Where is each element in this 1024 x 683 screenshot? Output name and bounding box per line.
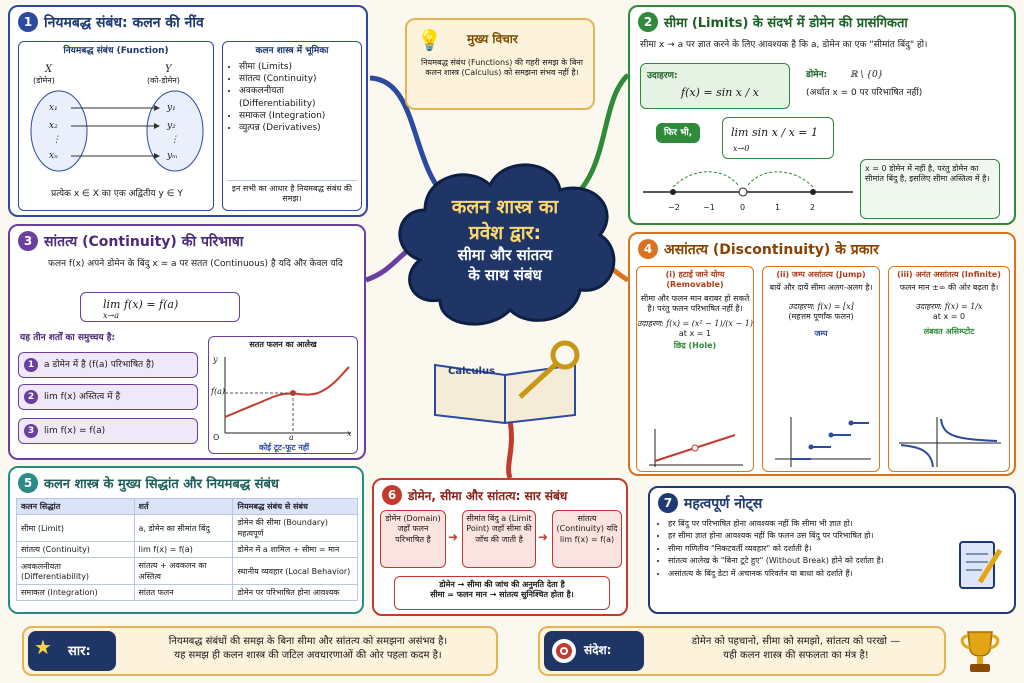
summary-line2: यह समझ ही कलन शास्त्र की जटिल अवधारणाओं की ओर पहला कदम है। bbox=[174, 649, 442, 661]
star-icon: ★ bbox=[34, 635, 52, 659]
panel-1-header bbox=[10, 7, 366, 37]
panel-3-header bbox=[10, 226, 364, 256]
summary-bar bbox=[22, 626, 498, 676]
graph-fa-label: f(a) bbox=[211, 387, 225, 396]
continuity-main-sub: x→a bbox=[103, 311, 119, 320]
infinite-card bbox=[888, 266, 1010, 472]
panel-1-number: 1 bbox=[18, 12, 38, 32]
tick-label: 0 bbox=[740, 203, 746, 212]
table-row bbox=[17, 515, 358, 542]
message-line2: यही कलन शास्त्र की सफलता का मंत्र है! bbox=[723, 649, 869, 661]
limit-expr: lim sin x / x = 1 bbox=[731, 126, 819, 139]
note-item: • सांतत्य आलेख के "बिना टूटे हुए" (Without Break) होने को दर्शाता है। bbox=[668, 555, 946, 567]
role-item: • अवकलनीयता (Differentiability) bbox=[239, 85, 361, 109]
continuity-graph-title: सतत फलन का आलेख bbox=[249, 340, 317, 349]
role-item: • सीमा (Limits) bbox=[239, 61, 361, 73]
condition-text: a डोमेन में है (f(a) परिभाषित है) bbox=[44, 360, 155, 370]
panel-2-title: सीमा (Limits) के संदर्भ में डोमेन की प्रासंगिकता bbox=[664, 16, 908, 31]
infinite-graph bbox=[897, 415, 1003, 469]
relation-summary-line2: सीमा = फलन मान → सांतत्य सुनिश्चित होता है। bbox=[430, 590, 574, 600]
domain-xn: xₙ bbox=[49, 151, 58, 161]
panel-6-title: डोमेन, सीमा और सांतत्य: सार संबंध bbox=[408, 488, 568, 503]
table-row bbox=[17, 558, 358, 585]
function-box-title: नियमबद्ध संबंध (Function) bbox=[63, 46, 169, 56]
limit-sub: x→0 bbox=[733, 144, 750, 153]
center-title bbox=[400, 193, 610, 285]
continuity-main-expr: lim f(x) = f(a) bbox=[103, 298, 179, 311]
center-title-line4: के साथ संबंध bbox=[468, 266, 542, 284]
removable-desc: सीमा और फलन मान बराबर हो सकते है। परंतु फलन परिभाषित नहीं है। bbox=[640, 293, 750, 314]
panel-discontinuity bbox=[628, 232, 1016, 476]
message-label-box bbox=[544, 631, 644, 671]
table-cell: सांतत्य + अवकलन का अस्तित्व bbox=[134, 558, 233, 585]
main-idea-card bbox=[405, 18, 595, 110]
continuity-graph-box bbox=[208, 336, 358, 454]
role-footer: इन सभी का आधार है नियमबद्ध संबंध की समझ। bbox=[227, 180, 357, 205]
tick-label: 2 bbox=[810, 203, 816, 212]
continuity-graph-caption: कोई टूट-फूट नहीं bbox=[258, 443, 310, 452]
condition-text: lim f(x) अस्तित्व में है bbox=[44, 392, 121, 402]
panel-functions bbox=[8, 5, 368, 217]
continuity-main-box bbox=[80, 292, 240, 322]
jump-sub: (महत्तम पूर्णांक फलन) bbox=[788, 312, 854, 322]
panel-4-header bbox=[630, 234, 1014, 264]
domain-dots: ⋮ bbox=[52, 135, 61, 145]
codomain-var: Y bbox=[165, 64, 172, 75]
jump-graph bbox=[771, 415, 875, 469]
infinite-desc: फलन मान ±∞ की ओर बढ़ता है। bbox=[899, 283, 999, 293]
domain-value: ℝ \ {0} bbox=[850, 70, 884, 80]
domain-var: X bbox=[45, 64, 53, 75]
panel-principles-table bbox=[8, 466, 364, 614]
role-item: • समाकल (Integration) bbox=[239, 110, 361, 122]
panel-4-number: 4 bbox=[638, 239, 658, 259]
panel-3-title: सांतत्य (Continuity) की परिभाषा bbox=[44, 233, 244, 250]
removable-card bbox=[636, 266, 754, 472]
summary-text bbox=[122, 635, 494, 662]
table-header: नियमबद्ध संबंध से संबंध bbox=[233, 499, 358, 515]
table-row bbox=[17, 542, 358, 558]
codomain-ym: yₘ bbox=[167, 151, 178, 161]
panel-4-title: असांतत्य (Discontinuity) के प्रकार bbox=[664, 241, 879, 258]
book-key-illustration bbox=[425, 335, 595, 425]
domain-x1: x₁ bbox=[49, 103, 58, 113]
example-box bbox=[640, 63, 790, 109]
codomain-y1: y₁ bbox=[167, 103, 176, 113]
trophy-icon bbox=[958, 628, 1002, 676]
jump-graph-label: जम्प bbox=[814, 328, 828, 338]
condition-item bbox=[18, 352, 198, 378]
note-item: • असांतत्य के बिंदु डेटा में अचानक परिवर्तन या बाधा को दर्शाते हैं। bbox=[668, 568, 946, 580]
center-title-line3: सीमा और सांतत्य bbox=[457, 246, 553, 264]
idea-text: नियमबद्ध संबंध (Functions) की गहरी समझ के बिना कलन शास्त्र (Calculus) को समझना संभव नहीं है। bbox=[421, 58, 583, 78]
graph-y-label: y bbox=[213, 355, 218, 364]
summary-label: सार: bbox=[68, 644, 91, 659]
example-expr: f(x) = sin x / x bbox=[681, 86, 759, 99]
table-cell: अवकलनीयता (Differentiability) bbox=[17, 558, 135, 585]
panel-7-header bbox=[650, 488, 1014, 518]
panel-5-title: कलन शास्त्र के मुख्य सिद्धांत और नियमबद्ध संबंध bbox=[44, 477, 279, 492]
table-cell: a, डोमेन का सीमांत बिंदु bbox=[134, 515, 233, 542]
table-header: कलन सिद्धांत bbox=[17, 499, 135, 515]
panel-5-header bbox=[10, 468, 362, 498]
target-icon bbox=[550, 637, 578, 665]
removable-title: (i) हटाई जाने योग्य (Removable) bbox=[665, 270, 725, 290]
removable-graph bbox=[645, 427, 745, 469]
tick-label: −2 bbox=[668, 203, 680, 212]
infinite-title: (iii) अनंत असांतत्य (Infinite) bbox=[897, 270, 1001, 279]
relation-box-domain: डोमेन (Domain) जहाँ फलन परिभाषित है bbox=[380, 510, 446, 568]
condition-item bbox=[18, 384, 198, 410]
function-mapping-box bbox=[18, 41, 214, 211]
limit-box bbox=[722, 117, 834, 159]
infinite-graph-label: लंबवत असिम्प्टोट bbox=[923, 326, 975, 336]
note-item: • सीमा गणितीय "निकटवर्ती व्यवहार" को दर्शाती है। bbox=[668, 543, 946, 555]
limit-intro: सीमा x → a पर ज्ञात करने के लिए आवश्यक है कि a, डोमेन का एक "सीमांत बिंदु" हो। bbox=[640, 40, 928, 50]
note-item: • हर बिंदु पर परिभाषित होना आवश्यक नहीं कि सीमा भी ज्ञात हो। bbox=[668, 518, 946, 530]
role-item: • व्युत्पन्न (Derivatives) bbox=[239, 122, 361, 134]
panel-1-title: नियमबद्ध संबंध: कलन की नींव bbox=[44, 14, 204, 31]
table-cell: lim f(x) = f(a) bbox=[134, 542, 233, 558]
note-item: • हर सीमा ज्ञात होना आवश्यक नहीं कि फलन उस बिंदु पर परिभाषित हो। bbox=[668, 530, 946, 542]
panel-continuity bbox=[8, 224, 366, 460]
table-cell: सीमा (Limit) bbox=[17, 515, 135, 542]
panel-2-header bbox=[630, 7, 1014, 37]
panel-2-number: 2 bbox=[638, 12, 658, 32]
message-bar bbox=[538, 626, 946, 676]
notepad-pen-icon bbox=[956, 536, 1006, 594]
panel-summary-relation bbox=[372, 478, 628, 616]
panel-limits-domain bbox=[628, 5, 1016, 225]
role-list bbox=[223, 61, 361, 134]
arrow-icon: ➜ bbox=[538, 530, 549, 544]
conditions-title: यह तीन शर्तों का समुच्चय है: bbox=[20, 333, 116, 343]
panel-notes bbox=[648, 486, 1016, 614]
infinite-sub: at x = 0 bbox=[932, 312, 966, 322]
relation-summary-line1: डोमेन → सीमा की जांच की अनुमति देता है bbox=[439, 580, 565, 589]
message-line1: डोमेन को पहचानो, सीमा को समझो, सांतत्य को परखो — bbox=[691, 636, 901, 647]
panel-5-number: 5 bbox=[18, 473, 38, 493]
jump-desc: बायें और दायें सीमा अलग-अलग है। bbox=[769, 283, 873, 293]
domain-label: (डोमेन) bbox=[33, 76, 55, 85]
mapping-caption: प्रत्येक x ∈ X का एक अद्वितीय y ∈ Y bbox=[51, 189, 183, 199]
table-row bbox=[17, 585, 358, 601]
panel-6-number: 6 bbox=[382, 485, 402, 505]
domain-label: डोमेन: bbox=[806, 70, 828, 80]
panel-7-number: 7 bbox=[658, 493, 678, 513]
jump-example: उदाहरण: f(x) = [x] bbox=[788, 301, 854, 311]
table-cell: स्थानीय व्यवहार (Local Behavior) bbox=[233, 558, 358, 585]
message-label: संदेश: bbox=[584, 643, 612, 657]
center-title-line2: प्रवेश द्वार: bbox=[468, 222, 542, 244]
condition-item bbox=[18, 418, 198, 444]
codomain-dots: ⋮ bbox=[170, 135, 179, 145]
summary-line1: नियमबद्ध संबंधों की समझ के बिना सीमा और सांतत्य को समझना असंभव है। bbox=[168, 636, 448, 647]
condition-number: 1 bbox=[24, 358, 38, 372]
table-cell: डोमेन में a शामिल + सीमा = मान bbox=[233, 542, 358, 558]
role-box-title: कलन शास्त्र में भूमिका bbox=[255, 46, 329, 56]
table-cell: डोमेन पर परिभाषित होना आवश्यक bbox=[233, 585, 358, 601]
still-label: फिर भी, bbox=[656, 123, 700, 143]
jump-card bbox=[762, 266, 880, 472]
infinite-example: उदाहरण: f(x) = 1/x bbox=[915, 301, 983, 311]
table-cell: सांतत फलन bbox=[134, 585, 233, 601]
book-label: Calculus bbox=[448, 366, 496, 377]
codomain-y2: y₂ bbox=[167, 121, 176, 131]
condition-number: 2 bbox=[24, 390, 38, 404]
continuity-intro: फलन f(x) अपने डोमेन के बिंदु x = a पर सतत (Continuous) है यदि और केवल यदि bbox=[48, 259, 343, 269]
tick-label: −1 bbox=[703, 203, 715, 212]
table-header: शर्त bbox=[134, 499, 233, 515]
graph-origin-label: O bbox=[213, 433, 220, 442]
notes-list bbox=[650, 518, 946, 580]
lightbulb-icon: 💡 bbox=[417, 28, 442, 52]
condition-text: lim f(x) = f(a) bbox=[44, 426, 106, 436]
summary-label-box bbox=[28, 631, 116, 671]
panel-3-number: 3 bbox=[18, 231, 38, 251]
role-item: • सांतत्य (Continuity) bbox=[239, 73, 361, 85]
graph-x-label: x bbox=[347, 429, 352, 438]
panel-7-title: महत्वपूर्ण नोट्स bbox=[684, 495, 763, 512]
message-text bbox=[648, 635, 944, 662]
continuity-graph bbox=[213, 353, 355, 439]
arrow-icon: ➜ bbox=[448, 530, 459, 544]
table-cell: डोमेन की सीमा (Boundary) महत्वपूर्ण bbox=[233, 515, 358, 542]
domain-note: (अर्थात x = 0 पर परिभाषित नहीं) bbox=[806, 88, 923, 98]
table-cell: सांतत्य (Continuity) bbox=[17, 542, 135, 558]
graph-a-label: a bbox=[289, 433, 294, 442]
condition-number: 3 bbox=[24, 424, 38, 438]
limit-note: x = 0 डोमेन में नहीं है, परंतु डोमेन का सीमांत बिंदु है, इसलिए सीमा अस्तित्व में है। bbox=[860, 159, 1000, 219]
panel-6-header bbox=[374, 480, 626, 510]
codomain-label: (को-डोमेन) bbox=[147, 76, 180, 85]
removable-example: उदाहरण: f(x) = (x² − 1)/(x − 1) bbox=[637, 318, 753, 328]
example-label: उदाहरण: bbox=[647, 71, 678, 81]
idea-title: मुख्य विचार bbox=[467, 32, 518, 46]
removable-sub: at x = 1 bbox=[678, 328, 712, 338]
relation-box-continuity: सांतत्य (Continuity) यदि lim f(x) = f(a) bbox=[552, 510, 622, 568]
domain-x2: x₂ bbox=[49, 121, 58, 131]
relation-box-limit-point: सीमांत बिंदु a (Limit Point) जहाँ सीमा की जाँच की जाती है bbox=[462, 510, 536, 568]
relation-summary bbox=[394, 576, 610, 610]
table-header-row bbox=[17, 499, 358, 515]
tick-label: 1 bbox=[775, 203, 781, 212]
center-title-line1: कलन शास्त्र का bbox=[451, 196, 559, 218]
table-cell: समाकल (Integration) bbox=[17, 585, 135, 601]
role-box bbox=[222, 41, 362, 211]
removable-graph-label: छिद्र (Hole) bbox=[673, 341, 717, 351]
principles-table bbox=[16, 498, 358, 601]
jump-title: (ii) जम्प असांतत्य (Jump) bbox=[776, 270, 866, 279]
